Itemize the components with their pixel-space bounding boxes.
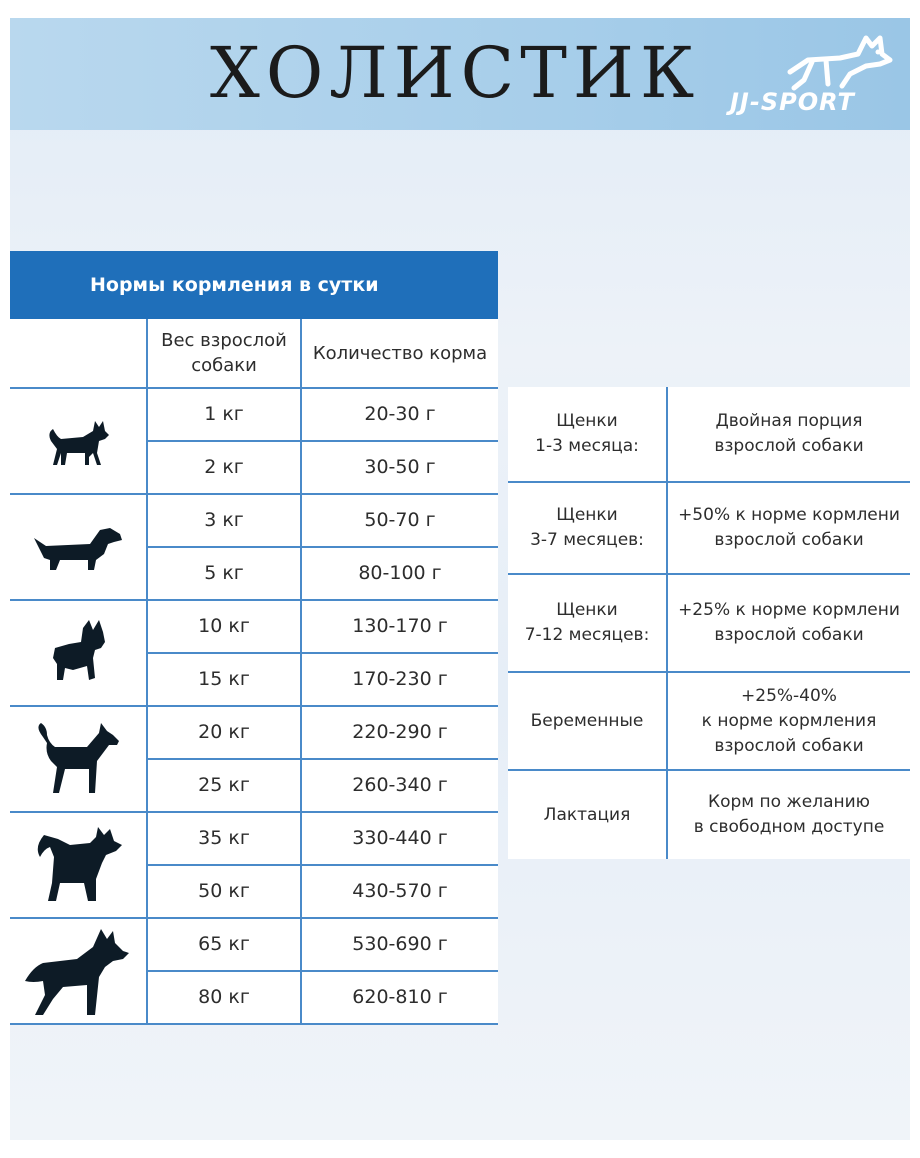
table-row (146, 389, 498, 440)
jj-sport-logo (730, 24, 910, 128)
weight-cell: 50 кг (146, 866, 300, 917)
puppy-category-cell: Беременные (530, 710, 644, 731)
dog-size-group (10, 813, 498, 919)
group-rows (146, 919, 498, 1023)
puppy-category-cell: Щенки 1-3 месяца: (535, 411, 639, 456)
puppy-category-cell: Лактация (543, 804, 631, 825)
table-row (146, 440, 498, 493)
puppy-table-row (508, 673, 910, 771)
table-row (146, 919, 498, 970)
puppy-table-row (508, 575, 910, 673)
weight-cell: 65 кг (146, 919, 300, 970)
husky-icon (10, 813, 146, 917)
feeding-norms-table (10, 251, 498, 1025)
table-row (146, 707, 498, 758)
table-row (146, 758, 498, 811)
puppy-category-cell: Щенки 7-12 месяцев: (524, 600, 650, 645)
group-rows (146, 389, 498, 493)
feeding-table-header (10, 319, 498, 389)
weight-cell: 10 кг (146, 601, 300, 652)
medium-dog-icon (10, 707, 146, 811)
puppy-category-cell: Щенки 3-7 месяцев: (530, 505, 644, 550)
header-empty-cell (10, 319, 146, 387)
amount-cell: 170-230 г (300, 654, 498, 705)
puppy-norm-cell: +25% к норме кормлени взрослой собаки (666, 575, 910, 671)
dog-size-group (10, 601, 498, 707)
table-row (146, 495, 498, 546)
amount-cell: 260-340 г (300, 760, 498, 811)
amount-cell: 430-570 г (300, 866, 498, 917)
table-row (146, 546, 498, 599)
large-dog-icon (10, 919, 146, 1023)
amount-cell: 330-440 г (300, 813, 498, 864)
puppy-table-row (508, 483, 910, 575)
puppy-norm-cell: +25%-40% к норме кормления взрослой собаки (666, 673, 910, 769)
feeding-table-body (10, 389, 498, 1025)
amount-cell: 20-30 г (300, 389, 498, 440)
feeding-table-title (10, 251, 498, 319)
puppy-table-body (508, 387, 910, 859)
logo-text: JJ-SPORT (730, 88, 855, 116)
group-rows (146, 495, 498, 599)
table-row (146, 601, 498, 652)
dog-logo-icon (730, 24, 910, 94)
weight-cell: 2 кг (146, 442, 300, 493)
puppy-table-row (508, 771, 910, 859)
dog-size-group (10, 707, 498, 813)
amount-cell: 30-50 г (300, 442, 498, 493)
table-row (146, 652, 498, 705)
group-rows (146, 601, 498, 705)
amount-cell: 80-100 г (300, 548, 498, 599)
table-row (146, 864, 498, 917)
table-row (146, 970, 498, 1023)
dog-size-group (10, 495, 498, 601)
header-banner (10, 18, 910, 130)
dog-size-group (10, 919, 498, 1025)
amount-cell: 50-70 г (300, 495, 498, 546)
group-rows (146, 813, 498, 917)
amount-cell: 220-290 г (300, 707, 498, 758)
puppy-norm-cell: Двойная порция взрослой собаки (666, 387, 910, 481)
amount-cell: 530-690 г (300, 919, 498, 970)
weight-cell: 80 кг (146, 972, 300, 1023)
dachshund-icon (10, 495, 146, 599)
brand-title: ХОЛИСТИК (210, 32, 701, 114)
dog-size-group (10, 389, 498, 495)
weight-cell: 25 кг (146, 760, 300, 811)
amount-column-header: Количество корма (300, 319, 498, 387)
weight-column-header: Вес взрослой собаки (146, 319, 300, 387)
puppy-norm-cell: Корм по желанию в свободном доступе (666, 771, 910, 859)
puppy-norm-cell: +50% к норме кормлени взрослой собаки (666, 483, 910, 573)
weight-cell: 5 кг (146, 548, 300, 599)
amount-cell: 130-170 г (300, 601, 498, 652)
puppy-norms-table (508, 387, 910, 859)
weight-cell: 35 кг (146, 813, 300, 864)
group-rows (146, 707, 498, 811)
cat-like-small-dog-icon (10, 389, 146, 493)
weight-cell: 3 кг (146, 495, 300, 546)
french-bulldog-icon (10, 601, 146, 705)
amount-cell: 620-810 г (300, 972, 498, 1023)
weight-cell: 1 кг (146, 389, 300, 440)
table-row (146, 813, 498, 864)
feeding-table-title-text: Нормы кормления в сутки (90, 274, 379, 296)
page (10, 18, 910, 1140)
weight-cell: 20 кг (146, 707, 300, 758)
weight-cell: 15 кг (146, 654, 300, 705)
puppy-table-row (508, 387, 910, 483)
